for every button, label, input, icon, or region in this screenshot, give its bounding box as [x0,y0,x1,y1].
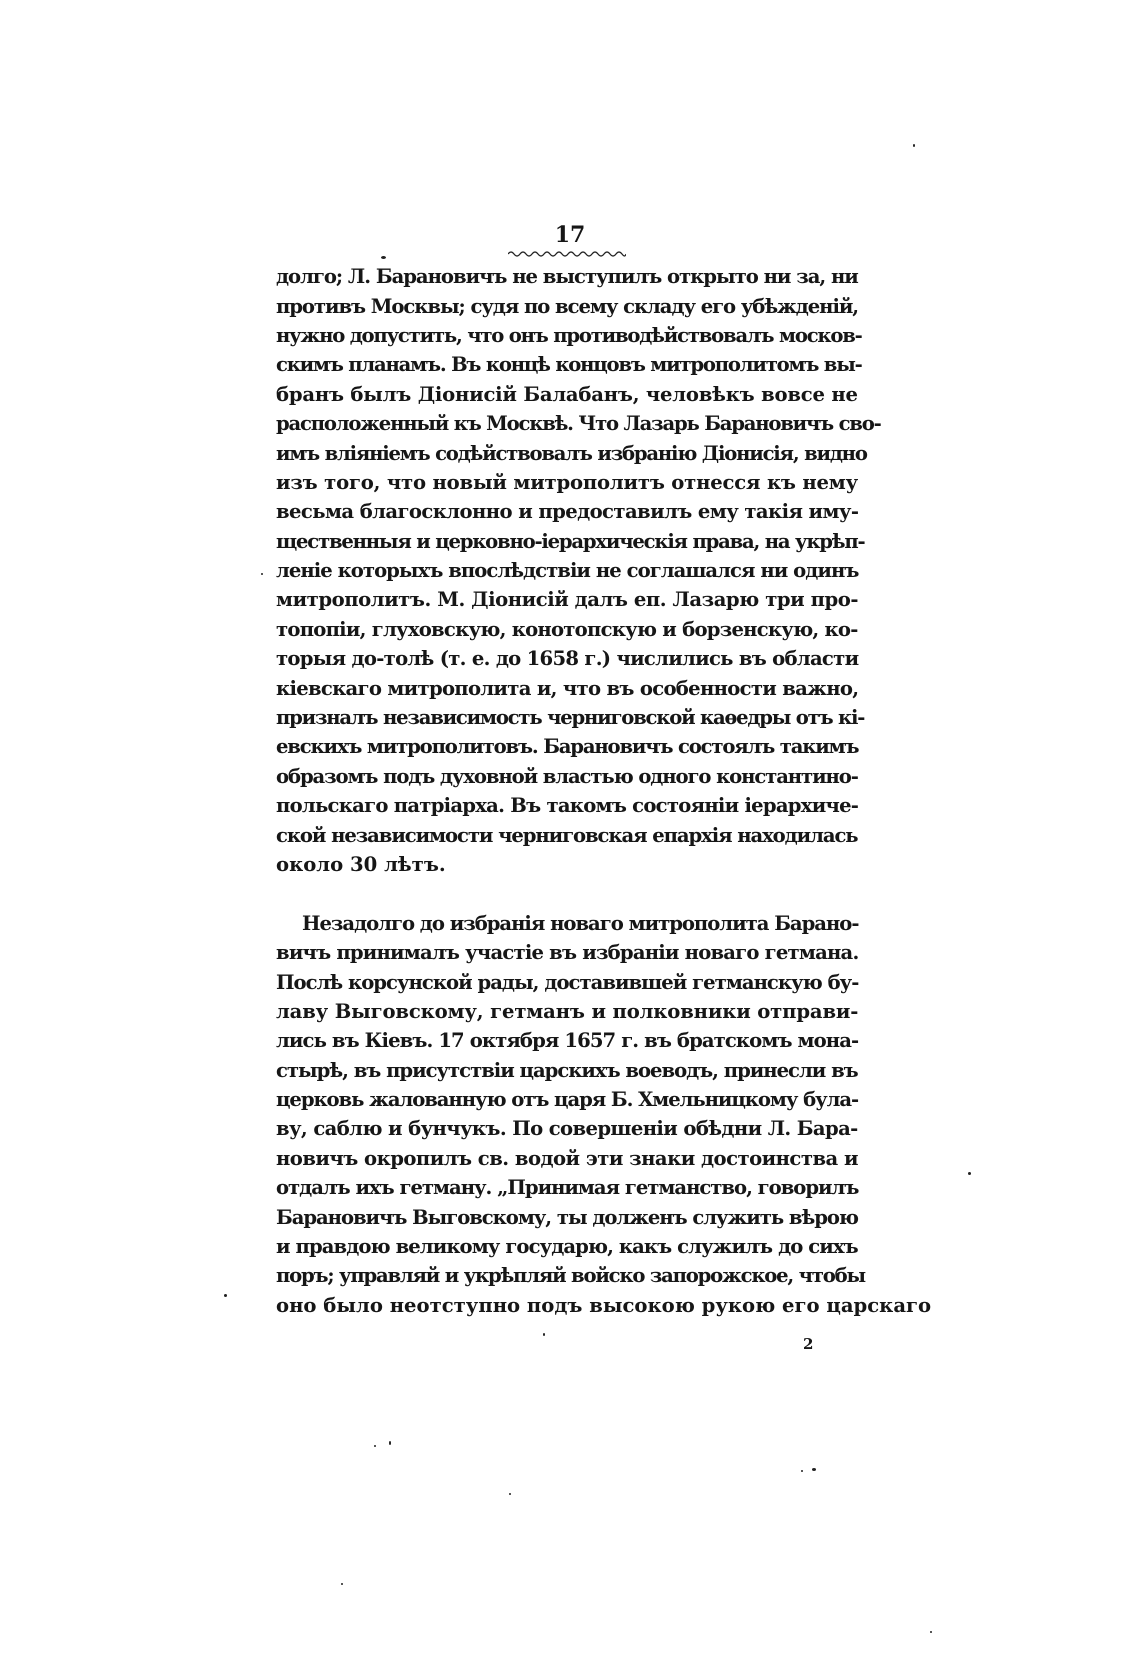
speck [224,1294,227,1297]
text-line: щественныя и церковно-іерархическія права, на укрѣп- [276,530,865,553]
speck [374,1445,376,1447]
text-line: леніе которыхъ впослѣдствіи не соглашался ни одинъ [276,559,859,582]
text-line: изъ того, что новый митрополитъ отнесся къ нему [276,471,858,494]
speck [543,1333,545,1336]
speck [913,144,915,147]
text-line: долго; Л. Барановичъ не выступилъ открыто ни за, ни [276,265,858,288]
text-line: и правдою великому государю, какъ служилъ до сихъ [276,1235,858,1258]
speck [261,573,263,575]
text-line: лись въ Кіевъ. 17 октября 1657 г. въ братскомъ мона- [276,1029,859,1052]
speck [801,1470,803,1472]
text-line: нужно допустить, что онъ противодѣйствовалъ москов- [276,324,862,347]
text-line: церковь жалованную отъ царя Б. Хмельницкому була- [276,1088,859,1111]
text-line: Послѣ корсунской рады, доставившей гетманскую бу- [276,971,859,994]
text-line: стырѣ, въ присутствіи царскихъ воеводъ, принесли въ [276,1059,858,1082]
text-line: топопіи, глуховскую, конотопскую и борзенскую, ко- [276,618,858,641]
speck [341,1583,343,1585]
wavy-rule-ornament [508,250,626,258]
speck [389,1441,391,1445]
text-line: Барановичъ Выговскому, ты долженъ служить вѣрою [276,1206,858,1229]
text-line: Незадолго до избранія новаго митрополита Барано- [302,912,859,935]
text-line: имъ вліяніемъ содѣйствовалъ избранію Діонисія, видно [276,442,867,465]
speck [509,1493,511,1495]
text-line: польскаго патріарха. Въ такомъ состояніи іерархиче- [276,794,859,817]
text-line: вичъ принималъ участіе въ избраніи новаго гетмана. [276,941,859,964]
text-line: весьма благосклонно и предоставилъ ему такія иму- [276,500,859,523]
text-line: поръ; управляй и укрѣпляй войско запорожское, чтобы [276,1264,865,1287]
text-line: скимъ планамъ. Въ концѣ концовъ митрополитомъ вы- [276,353,862,376]
text-line: противъ Москвы; судя по всему складу его убѣжденій, [276,295,859,318]
text-line: кіевскаго митрополита и, что въ особенности важно, [276,677,859,700]
text-line: отдалъ ихъ гетману. „Принимая гетманство, говорилъ [276,1176,859,1199]
speck [812,1468,816,1471]
page-number: 17 [554,222,586,248]
text-line: около 30 лѣтъ. [276,853,446,876]
text-line: образомъ подъ духовной властью одного константино- [276,765,858,788]
speck [381,256,386,259]
speck [930,1631,932,1633]
text-line: бранъ былъ Діонисій Балабанъ, человѣкъ вовсе не [276,383,858,406]
text-line: новичъ окропилъ св. водой эти знаки достоинства и [276,1147,858,1170]
text-line: ской независимости черниговская епархія находилась [276,824,858,847]
text-line: лаву Выговскому, гетманъ и полковники отправи- [276,1000,859,1023]
text-line: торыя до-толѣ (т. е. до 1658 г.) числились въ области [276,647,859,670]
text-line: митрополитъ. М. Діонисій далъ еп. Лазарю три про- [276,588,859,611]
signature-mark: 2 [803,1335,814,1353]
speck [968,1172,971,1175]
text-line: оно было неотступно подъ высокою рукою его царскаго [276,1294,932,1317]
text-line: расположенный къ Москвѣ. Что Лазарь Барановичъ сво- [276,412,881,435]
text-line: ву, саблю и бунчукъ. По совершеніи обѣдни Л. Бара- [276,1117,858,1140]
text-line: призналъ независимость черниговской каѳедры отъ кі- [276,706,865,729]
text-line: евскихъ митрополитовъ. Барановичъ состоялъ такимъ [276,735,859,758]
